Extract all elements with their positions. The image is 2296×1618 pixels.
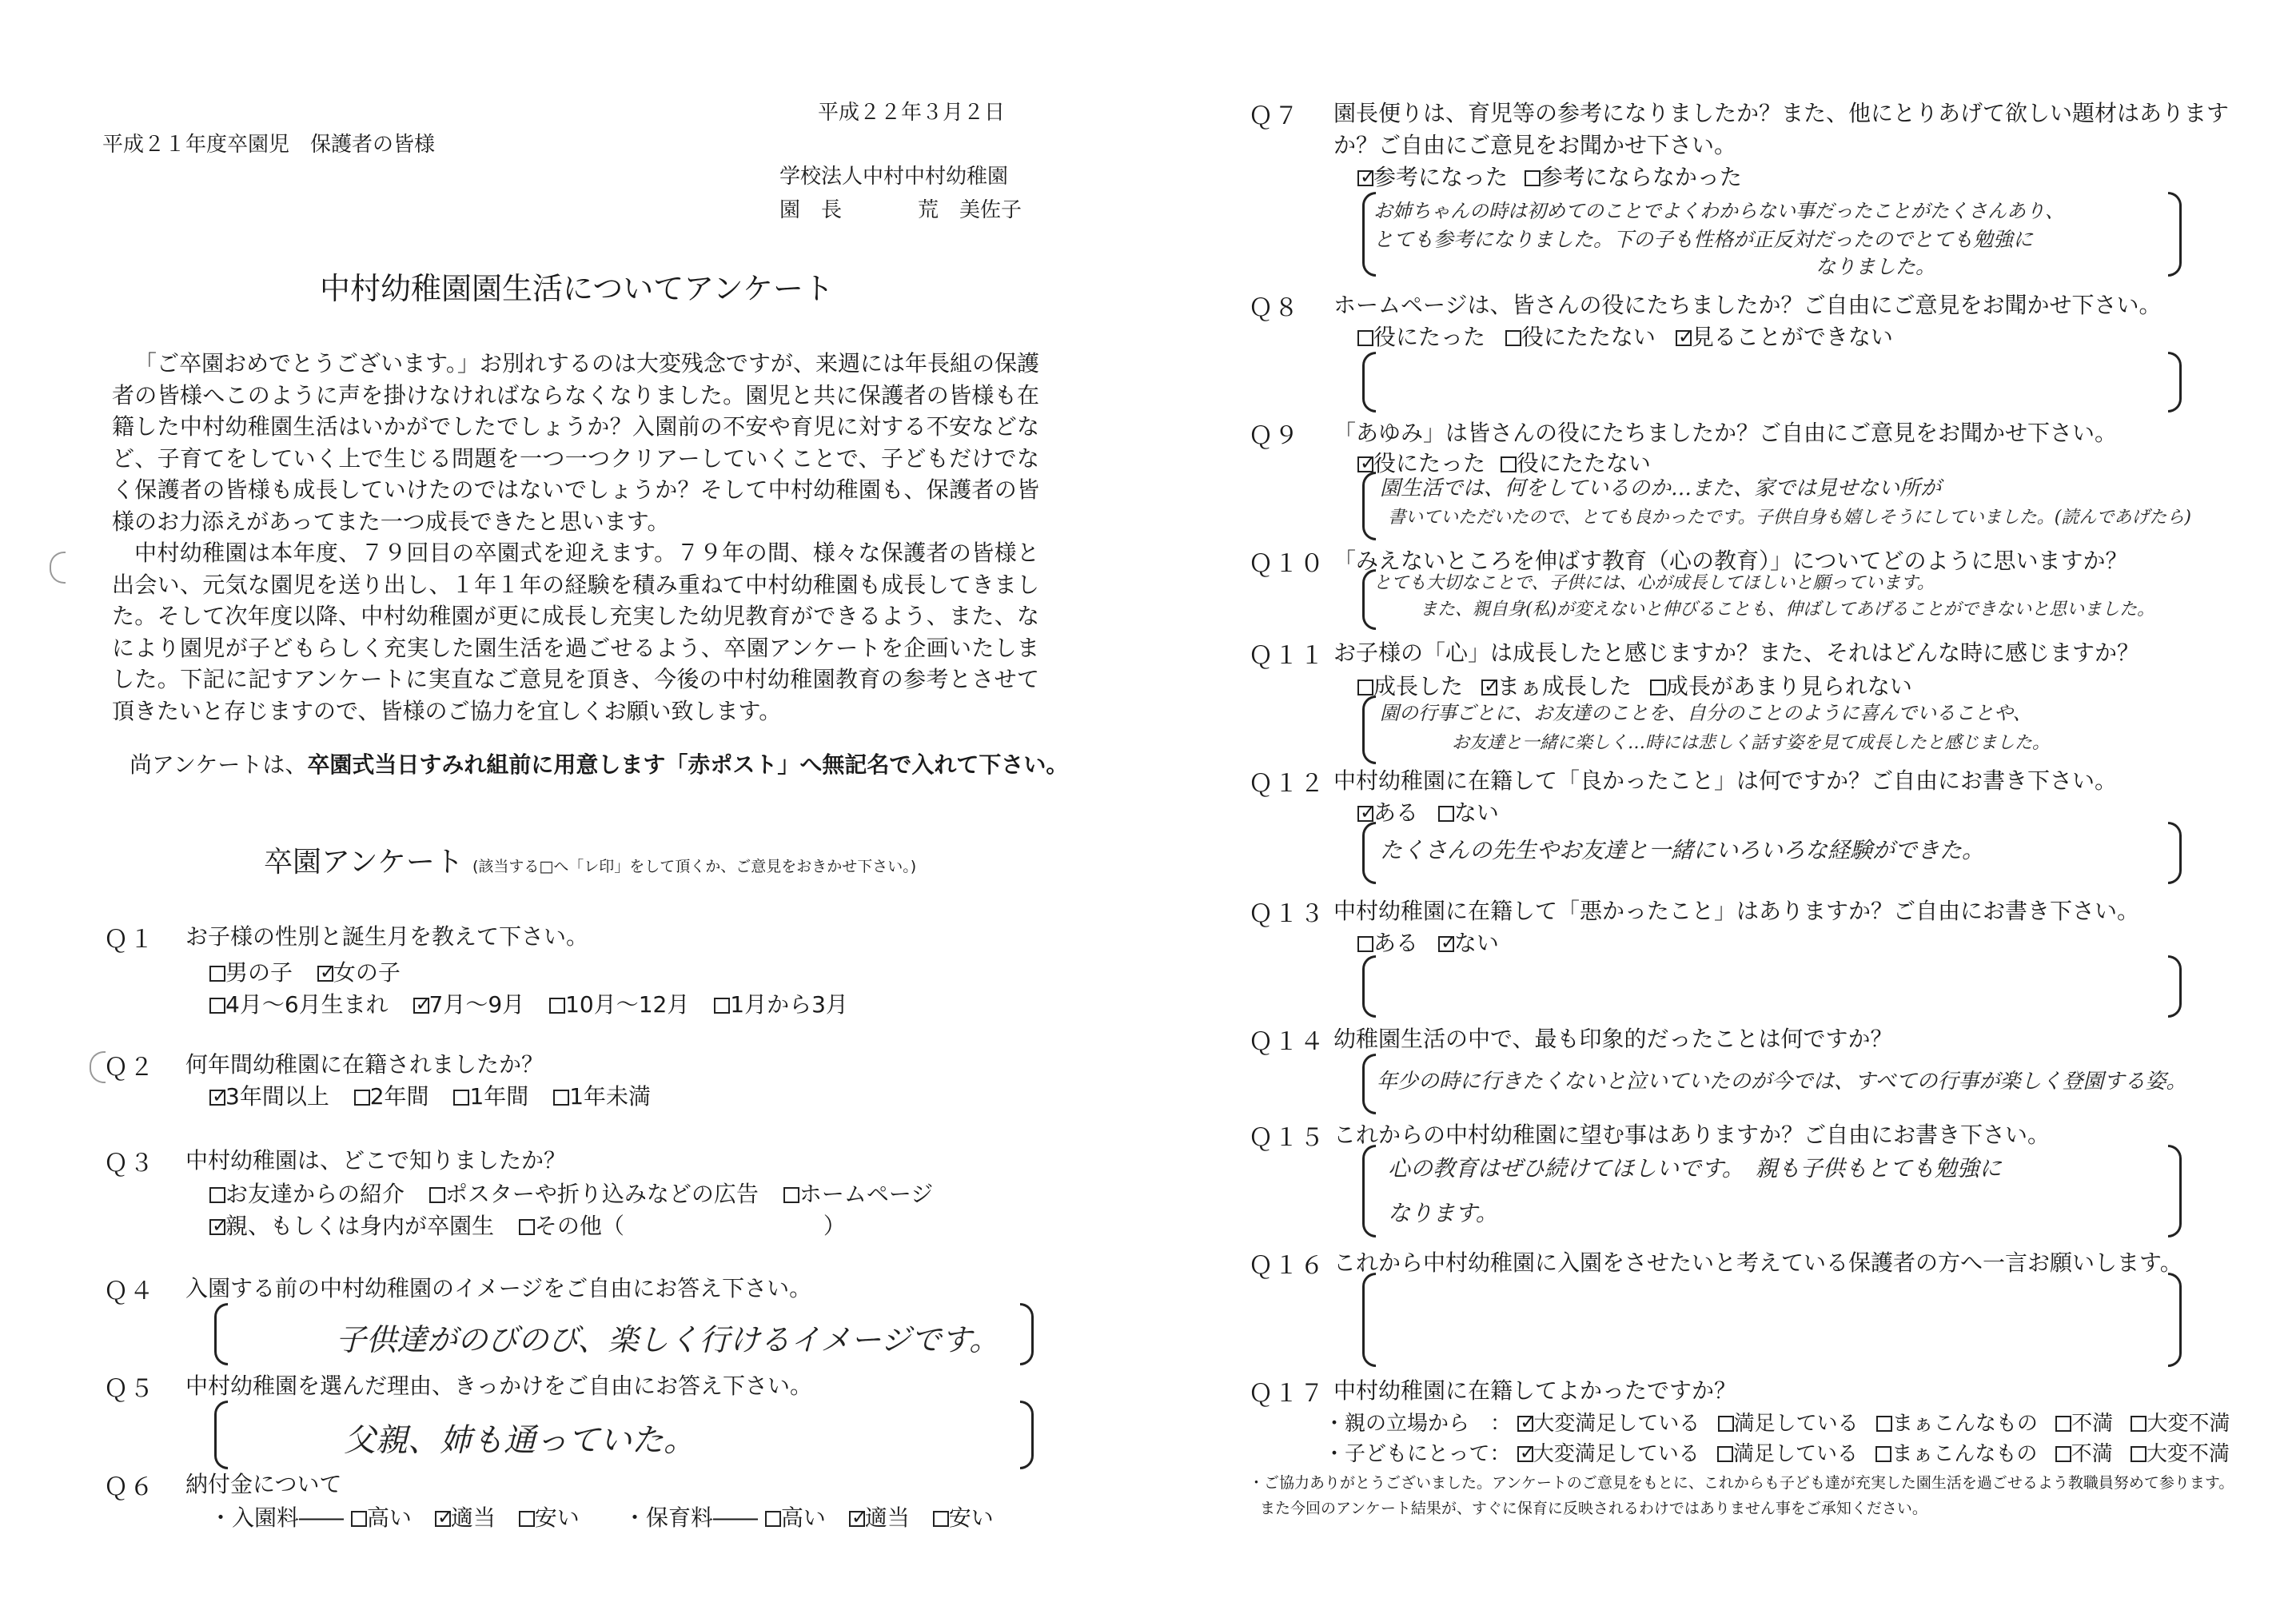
survey-heading-row	[264, 839, 916, 880]
q12-text: 中村幼稚園に在籍して「良かったこと」は何ですか？ご自由にお書き下さい。	[1333, 767, 2118, 794]
option-label: 成長した	[1373, 673, 1464, 699]
option-label: 不満	[2071, 1442, 2113, 1466]
q3-options-row2	[209, 1209, 846, 1241]
q1-month-options	[209, 987, 848, 1019]
q4-answer: 子供達がのびのび、楽しく行けるイメージです。	[336, 1322, 1000, 1357]
option-label: 成長があまり見られない	[1665, 673, 1912, 699]
checkbox-checked[interactable]	[209, 1090, 225, 1106]
right-page	[1148, 0, 2296, 1618]
option-label: 満足している	[1733, 1442, 1859, 1466]
q7-answer-line2: とても参考になりました。下の子も性格が正反対だったのでとても勉強に	[1373, 228, 2034, 251]
checkbox[interactable]	[351, 1511, 367, 1527]
answer-bracket-right	[2168, 352, 2182, 412]
q17-text: 中村幼稚園に在籍してよかったですか？	[1333, 1377, 1737, 1404]
scan-mark	[50, 552, 66, 584]
option-label: 高い	[366, 1504, 412, 1531]
tuition-label: ・保育料――	[624, 1504, 759, 1531]
checkbox[interactable]	[714, 998, 730, 1014]
q6-entry-fee-options	[209, 1500, 580, 1532]
answer-bracket-right	[2168, 1145, 2182, 1237]
note-prefix: 尚アンケートは、	[130, 751, 308, 778]
survey-heading: 卒園アンケート	[264, 846, 464, 879]
q14-text: 幼稚園生活の中で、最も印象的だったことは何ですか？	[1333, 1026, 1893, 1052]
checkbox[interactable]	[453, 1090, 469, 1106]
q5-answer: 父親、姉も通っていた。	[344, 1422, 696, 1459]
answer-bracket-left	[1362, 472, 1376, 540]
q12-answer: たくさんの先生やお友達と一緒にいろいろな経験ができた。	[1380, 837, 1985, 863]
option-label: まぁ成長した	[1497, 673, 1632, 699]
q3-options-row1	[209, 1177, 933, 1209]
q1-number: Ｑ１	[104, 926, 155, 954]
option-label: 見ることができない	[1691, 324, 1893, 350]
option-label: 安い	[948, 1504, 994, 1531]
principal-title: 園 長	[779, 198, 843, 222]
checkbox-checked[interactable]	[317, 966, 333, 982]
option-label: 役にたった	[1373, 324, 1486, 350]
option-label: 2年間	[369, 1083, 429, 1110]
answer-bracket-left	[214, 1401, 228, 1469]
answer-bracket-right	[2168, 1273, 2182, 1367]
checkbox[interactable]	[429, 1187, 445, 1203]
checkbox[interactable]	[1505, 330, 1521, 346]
answer-bracket-left	[1362, 822, 1376, 884]
q10-number: Ｑ１０	[1249, 550, 1325, 578]
option-label: 参考になった	[1373, 164, 1509, 190]
checkbox[interactable]	[519, 1511, 535, 1527]
answer-bracket-right	[2168, 192, 2182, 277]
checkbox-checked[interactable]	[1481, 679, 1497, 695]
q3-number: Ｑ３	[104, 1150, 155, 1178]
q10-answer-line2: また、親自身(私)が変えないと伸びることも、伸ばしてあげることができないと思いました。	[1420, 600, 2155, 620]
option-label: 大変不満	[2147, 1412, 2230, 1436]
answer-bracket-right	[1020, 1401, 1034, 1469]
option-label: 適当	[864, 1504, 910, 1531]
checkbox[interactable]	[765, 1511, 781, 1527]
checkbox[interactable]	[1357, 679, 1373, 695]
answer-bracket-left	[214, 1303, 228, 1365]
option-label: 大変満足している	[1533, 1412, 1700, 1436]
q15-number: Ｑ１５	[1249, 1124, 1325, 1152]
answer-bracket-left	[1362, 955, 1376, 1018]
q8-number: Ｑ８	[1249, 294, 1300, 322]
q6-tuition-options	[624, 1500, 994, 1532]
checkbox[interactable]	[209, 1187, 225, 1203]
option-label: 1年間	[469, 1083, 529, 1110]
q2-number: Ｑ２	[104, 1054, 155, 1082]
checkbox[interactable]	[553, 1090, 569, 1106]
q16-number: Ｑ１６	[1249, 1252, 1325, 1280]
answer-bracket-left	[1362, 1054, 1376, 1114]
checkbox-checked[interactable]	[1357, 170, 1373, 186]
checkbox[interactable]	[1501, 456, 1517, 472]
option-label: 1年未満	[569, 1083, 652, 1110]
date: 平成２２年３月２日	[818, 101, 1006, 125]
option-label: 1月から3月	[730, 991, 848, 1018]
option-label: 女の子	[333, 959, 401, 986]
q8-text: ホームページは、皆さんの役にたちましたか？ご自由にご意見をお聞かせ下さい。	[1333, 292, 2162, 318]
footer-note-line2: また今回のアンケート結果が、すぐに保育に反映されるわけではありません事をご承知ください。	[1260, 1500, 1927, 1517]
option-label: 役にたった	[1373, 450, 1486, 476]
option-label: 役にたたない	[1521, 324, 1656, 350]
q12-options	[1357, 795, 1499, 827]
intro-paragraph-1: 「ご卒園おめでとうございます。」お別れするのは大変残念ですが、来週には年長組の保護者の皆様へこのように声を掛けなければならなくなりました。園児と共に保護者の皆様も在籍した中村幼稚園生活はいかがでしたでしょうか？入園前の不安や育児に対する不安などなど、子育てをしていく上で生じる問題を一つ一つクリアーしていくことで、子どもだけでなく保護者の皆様も成長していけたのではないでしょうか？そして中村幼稚園も、保護者の皆様のお力添えがあってまた一つ成長できたと思います。	[112, 350, 1039, 535]
scan-mark	[90, 1051, 106, 1083]
option-label: まぁこんなもの	[1891, 1412, 2038, 1436]
option-label: 参考にならなかった	[1540, 164, 1742, 190]
checkbox[interactable]	[2055, 1416, 2071, 1432]
checkbox[interactable]	[2131, 1416, 2147, 1432]
answer-bracket-right	[1020, 1303, 1034, 1365]
q4-text: 入園する前の中村幼稚園のイメージをご自由にお答え下さい。	[185, 1275, 812, 1301]
answer-bracket-right	[2168, 822, 2182, 884]
checkbox-checked[interactable]	[413, 998, 429, 1014]
option-label: 大変満足している	[1533, 1442, 1700, 1466]
q7-text-line1: 園長便りは、育児等の参考になりましたか？また、他にとりあげて欲しい題材はあります	[1333, 100, 2230, 126]
q10-text: 「みえないところを伸ばす教育（心の教育）」についてどのように思いますか？	[1333, 548, 2128, 574]
answer-bracket-left	[1362, 1145, 1376, 1237]
q1-gender-options	[209, 955, 401, 987]
checkbox-checked[interactable]	[1438, 936, 1454, 952]
checkbox[interactable]	[549, 998, 565, 1014]
q15-answer-line1: 心の教育はぜひ続けてほしいです。 親も子供もとても勉強に	[1388, 1155, 2002, 1182]
option-label: 7月～9月	[429, 991, 525, 1018]
intro-text	[112, 348, 1039, 727]
option-label: ある	[1373, 930, 1419, 956]
option-label: 4月～6月生まれ	[225, 991, 389, 1018]
q11-answer-line2: お友達と一緒に楽しく…時には悲しく話す姿を見て成長したと感じました。	[1452, 733, 2051, 753]
checkbox-checked[interactable]	[1357, 456, 1373, 472]
checkbox-checked[interactable]	[209, 1219, 225, 1235]
answer-bracket-left	[1362, 695, 1376, 764]
checkbox[interactable]	[354, 1090, 370, 1106]
checkbox[interactable]	[1357, 936, 1373, 952]
checkbox[interactable]	[1357, 330, 1373, 346]
q3-text: 中村幼稚園は、どこで知りましたか？	[185, 1147, 567, 1174]
q11-text: お子様の「心」は成長したと感じますか？また、それはどんな時に感じますか？	[1333, 640, 2140, 666]
q7-options	[1357, 160, 1742, 192]
page-title: 中村幼稚園園生活についてアンケート	[320, 271, 834, 306]
footer-note-line1: ・ご協力ありがとうございました。アンケートのご意見をもとに、これからも子ども達が充実した園生活を過ごせるよう教職員努めて参ります。	[1249, 1474, 2234, 1492]
paren-close: ）	[823, 1213, 846, 1239]
option-label: 満足している	[1733, 1412, 1859, 1436]
q2-options	[209, 1079, 651, 1111]
q17-child-options	[1324, 1437, 2230, 1467]
q9-text: 「あゆみ」は皆さんの役にたちましたか？ご自由にご意見をお聞かせ下さい。	[1333, 420, 2118, 446]
checkbox[interactable]	[2055, 1446, 2071, 1462]
q5-text: 中村幼稚園を選んだ理由、きっかけをご自由にお答え下さい。	[185, 1373, 813, 1399]
q4-number: Ｑ４	[104, 1277, 155, 1305]
q11-answer-line1: 園の行事ごとに、お友達のことを、自分のことのように喜んでいることや、	[1380, 702, 2032, 724]
checkbox[interactable]	[1525, 170, 1541, 186]
org-name: 学校法人中村中村幼稚園	[779, 165, 1009, 189]
q7-answer-line1: お姉ちゃんの時は初めてのことでよくわからない事だったことがたくさんあり、	[1373, 200, 2064, 222]
option-label: お友達からの紹介	[225, 1181, 405, 1207]
checkbox-checked[interactable]	[1517, 1416, 1533, 1432]
q7-number: Ｑ７	[1249, 102, 1300, 130]
checkbox[interactable]	[933, 1511, 949, 1527]
q5-number: Ｑ５	[104, 1375, 155, 1403]
checkbox[interactable]	[209, 966, 225, 982]
checkbox[interactable]	[783, 1187, 799, 1203]
option-label: ポスターや折り込みなどの広告	[444, 1181, 759, 1207]
q14-answer: 年少の時に行きたくないと泣いていたのが今では、すべての行事が楽しく登園する姿。	[1377, 1070, 2187, 1094]
principal-name: 荒 美佐子	[918, 198, 1022, 222]
checkbox[interactable]	[2131, 1446, 2147, 1462]
parent-label: ・親の立場から ：	[1324, 1412, 1512, 1436]
option-label: 安い	[534, 1504, 580, 1531]
option-label: ない	[1453, 799, 1499, 826]
checkbox[interactable]	[519, 1219, 535, 1235]
checkbox[interactable]	[1875, 1446, 1891, 1462]
checkbox[interactable]	[1717, 1446, 1733, 1462]
q7-answer-line3: なりました。	[1816, 255, 1936, 278]
option-label: 大変不満	[2146, 1442, 2230, 1466]
answer-bracket-right	[2168, 955, 2182, 1018]
option-label: 役にたたない	[1516, 450, 1651, 476]
q17-parent-options	[1324, 1407, 2230, 1437]
option-label: 適当	[450, 1504, 496, 1531]
option-label: まぁこんなもの	[1891, 1442, 2038, 1466]
q12-number: Ｑ１２	[1249, 770, 1325, 798]
option-label: 高い	[780, 1504, 826, 1531]
q6-number: Ｑ６	[104, 1473, 155, 1501]
option-label: 3年間以上	[225, 1083, 329, 1110]
q6-text: 納付金について	[185, 1471, 342, 1497]
q9-number: Ｑ９	[1249, 422, 1300, 450]
option-label: 親、もしくは身内が卒園生	[225, 1213, 495, 1239]
option-label: ある	[1373, 799, 1419, 826]
option-label: 不満	[2071, 1412, 2114, 1436]
child-label: ・子どもにとって：	[1324, 1442, 1511, 1466]
checkbox[interactable]	[1718, 1416, 1734, 1432]
q13-options	[1357, 926, 1499, 958]
note-bold: 卒園式当日すみれ組前に用意します「赤ポスト」へ無記名で入れて下さい。	[307, 751, 1069, 778]
q13-text: 中村幼稚園に在籍して「悪かったこと」はありますか？ご自由にお書き下さい。	[1333, 898, 2140, 924]
checkbox-checked[interactable]	[1357, 806, 1373, 822]
option-label: ない	[1453, 930, 1499, 956]
q15-text: これからの中村幼稚園に望む事はありますか？ご自由にお書き下さい。	[1333, 1122, 2051, 1148]
checkbox[interactable]	[1650, 679, 1666, 695]
intro-paragraph-2: 中村幼稚園は本年度、７９回目の卒園式を迎えます。７９年の間、様々な保護者の皆様と出会い、元気な園児を送り出し、１年１年の経験を積み重ねて中村幼稚園も成長してきました。そして次年度以降、中村幼稚園が更に成長し充実した幼児教育ができるよう、また、なにより園児が子どもらしく充実した園生活を過ごせるよう、卒園アンケートを企画いたしました。下記に記すアンケートに実直なご意見を頂き、今後の中村幼稚園教育の参考とさせて頂きたいと存じますので、皆様のご協力を宜しくお願い致します。	[112, 540, 1039, 724]
q11-number: Ｑ１１	[1249, 642, 1325, 670]
option-label: 男の子	[225, 959, 293, 986]
q9-answer-line1: 園生活では、何をしているのか…また、家では見せない所が	[1380, 476, 1942, 500]
answer-bracket-left	[1362, 1273, 1376, 1367]
survey-subheading: (該当する□へ「レ印」をして頂くか、ご意見をおきかせ下さい。)	[472, 858, 917, 875]
entry-fee-label: ・入園料――	[209, 1504, 345, 1531]
checkbox[interactable]	[1876, 1416, 1892, 1432]
q11-options	[1357, 669, 1912, 701]
answer-bracket-left	[1362, 352, 1376, 412]
checkbox-checked[interactable]	[1517, 1446, 1533, 1462]
q7-text-line2: か？ご自由にご意見をお聞かせ下さい。	[1333, 132, 1737, 158]
q14-number: Ｑ１４	[1249, 1028, 1325, 1056]
option-label: ホームページ	[799, 1181, 934, 1207]
checkbox-checked[interactable]	[435, 1511, 451, 1527]
addressee: 平成２１年度卒園児 保護者の皆様	[102, 133, 436, 157]
checkbox-checked[interactable]	[1676, 330, 1692, 346]
q15-answer-line2: なります。	[1388, 1200, 1498, 1226]
q16-text: これから中村幼稚園に入園をさせたいと考えている保護者の方へ一言お願いします。	[1333, 1249, 2182, 1276]
option-label: その他（	[534, 1213, 624, 1239]
q10-answer-line1: とても大切なことで、子供には、心が成長してほしいと願っています。	[1373, 573, 1935, 593]
checkbox[interactable]	[209, 998, 225, 1014]
q13-number: Ｑ１３	[1249, 900, 1325, 928]
q17-number: Ｑ１７	[1249, 1380, 1325, 1408]
q9-answer-line2: 書いていただいたので、とても良かったです。子供自身も嬉しそうにしていました。(読んであげたら)	[1388, 508, 2191, 528]
q2-text: 何年間幼稚園に在籍されましたか？	[185, 1051, 544, 1078]
option-label: 10月～12月	[565, 991, 690, 1018]
q8-options	[1357, 320, 1893, 352]
submission-note	[130, 747, 1068, 779]
q1-text: お子様の性別と誕生月を教えて下さい。	[185, 923, 589, 950]
checkbox-checked[interactable]	[849, 1511, 865, 1527]
checkbox[interactable]	[1438, 806, 1454, 822]
